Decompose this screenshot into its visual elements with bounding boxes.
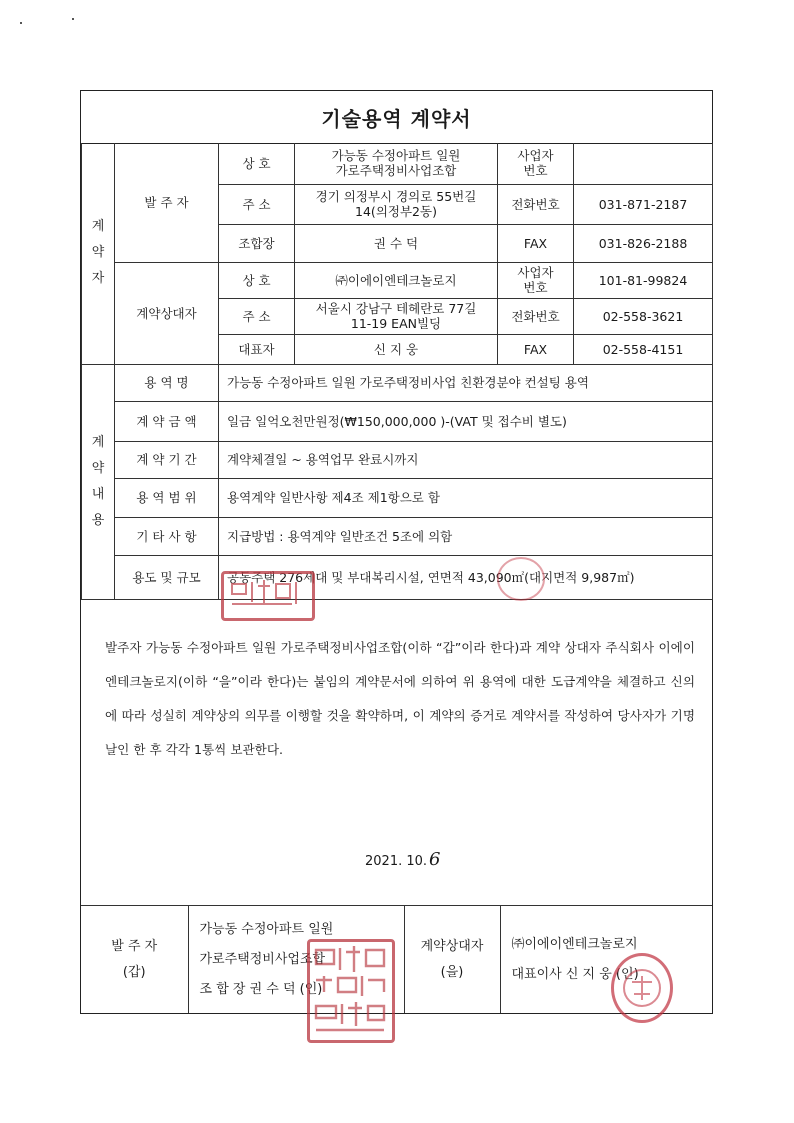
- content-value: 일금 일억오천만원정(₩150,000,000 )-(VAT 및 접수비 별도): [219, 401, 713, 441]
- client-row-name: [82, 143, 713, 184]
- contract-date: [365, 849, 440, 870]
- document-title: 기술용역 계약서: [81, 91, 712, 144]
- date-handwritten: 6: [429, 849, 441, 870]
- field-value: 101-81-99824: [574, 262, 713, 298]
- content-row: [82, 364, 713, 401]
- agreement-text: 발주자 가능동 수정아파트 일원 가로주택정비사업조합(이하 “갑”이라 한다)과 계약 상대자 주식회사 이에이엔테크놀로지(이하 “을”이라 한다)는 붙임의 계약문서에 의하여 위 용역에 대한 도급계약을 체결하고 신의에 따라 성실히 계약상의 의무를 이행할 것을 확약하며, 이 계약의 증거로 계약서를 작성하여 당사자가 기명날인 한 후 각각 1통씩 보관한다.: [105, 640, 695, 757]
- field-value: 서울시 강남구 테헤란로 77길 11-19 EAN빌딩: [295, 298, 498, 334]
- field-key: 대표자: [219, 334, 295, 364]
- field-value: 02-558-3621: [574, 298, 713, 334]
- field-key: FAX: [498, 224, 574, 262]
- date-printed: 2021. 10.: [365, 854, 428, 869]
- content-row: [82, 441, 713, 478]
- content-value: 지급방법 : 용역계약 일반조건 5조에 의함: [219, 517, 713, 555]
- content-key: 용 역 명: [115, 364, 219, 401]
- content-value: 용역계약 일반사항 제4조 제1항으로 함: [219, 478, 713, 517]
- content-key: 계 약 금 액: [115, 401, 219, 441]
- client-label: 발 주 자: [115, 143, 219, 262]
- field-key: 주 소: [219, 184, 295, 224]
- field-key: 전화번호: [498, 298, 574, 334]
- union-seal-stamp: [221, 571, 315, 621]
- contractor-label: 계약상대자: [115, 262, 219, 364]
- signature-client-label: 발 주 자: [111, 938, 158, 954]
- content-row: [82, 555, 713, 599]
- signature-contractor-role: (을): [440, 964, 464, 980]
- field-key: 조합장: [219, 224, 295, 262]
- field-key: 주 소: [219, 298, 295, 334]
- field-key: 사업자 번호: [498, 262, 574, 298]
- field-value: 가능동 수정아파트 일원 가로주택정비사업조합: [295, 143, 498, 184]
- contract-table: [81, 143, 713, 600]
- contractor-row-name: [82, 262, 713, 298]
- client-line: 가능동 수정아파트 일원: [199, 921, 334, 937]
- content-value: 계약체결일 ~ 용역업무 완료시까지: [219, 441, 713, 478]
- field-value: 02-558-4151: [574, 334, 713, 364]
- field-key: 전화번호: [498, 184, 574, 224]
- company-seal-stamp: [611, 953, 673, 1023]
- signature-client-cell: [81, 906, 188, 1014]
- field-value: ㈜이에이엔테크놀로지: [295, 262, 498, 298]
- field-value: 031-871-2187: [574, 184, 713, 224]
- content-key: 기 타 사 항: [115, 517, 219, 555]
- signature-client-role: (갑): [122, 964, 146, 980]
- signature-contractor-label: 계약상대자: [420, 938, 484, 954]
- client-line: 조 합 장 권 수 덕 (인): [199, 981, 323, 997]
- contents-section-label: 계약내용: [82, 364, 115, 599]
- content-value: 가능동 수정아파트 일원 가로주택정비사업 친환경분야 컨설팅 용역: [219, 364, 713, 401]
- client-line: 가로주택정비사업조합: [199, 951, 326, 967]
- field-value: 신 지 웅: [295, 334, 498, 364]
- field-key: FAX: [498, 334, 574, 364]
- contract-frame: [80, 90, 713, 1014]
- field-key: 상 호: [219, 143, 295, 184]
- content-value: 공동주택 276세대 및 부대복리시설, 연면적 43,090㎡(대지면적 9,987㎡): [219, 555, 713, 599]
- content-key: 계 약 기 간: [115, 441, 219, 478]
- field-key: 상 호: [219, 262, 295, 298]
- content-key: 용 역 범 위: [115, 478, 219, 517]
- content-row: [82, 517, 713, 555]
- contractor-line: 대표이사 신 지 웅 (인): [511, 966, 639, 982]
- content-key: 용도 및 규모: [115, 555, 219, 599]
- contractor-line: ㈜이에이엔테크놀로지: [511, 936, 638, 952]
- field-value: 031-826-2188: [574, 224, 713, 262]
- content-row: [82, 401, 713, 441]
- content-row: [82, 478, 713, 517]
- signature-contractor-lines: [500, 906, 712, 1014]
- scan-speck: [72, 18, 74, 20]
- signature-contractor-cell: [404, 906, 500, 1014]
- parties-section-label: 계약자: [82, 143, 115, 364]
- field-value: 권 수 덕: [295, 224, 498, 262]
- field-value: [574, 143, 713, 184]
- company-seal-partial: [497, 557, 545, 601]
- field-key: 사업자 번호: [498, 143, 574, 184]
- scan-speck: [20, 22, 22, 24]
- field-value: 경기 의정부시 경의로 55번길 14(의정부2동): [295, 184, 498, 224]
- union-seal-stamp-signature: [307, 939, 395, 1043]
